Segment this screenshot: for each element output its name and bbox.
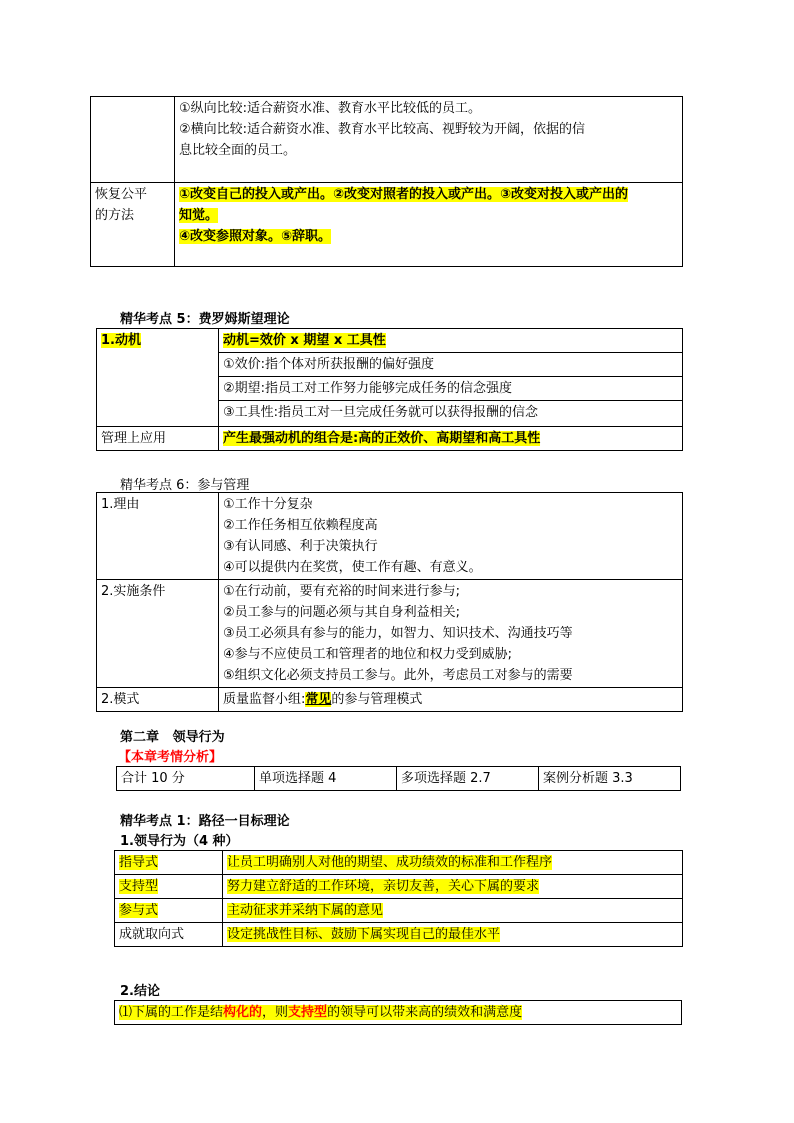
- conclusion-text: ⑴下属的工作是结构化的，则支持型的领导可以带来高的绩效和满意度: [115, 1001, 682, 1025]
- section-5-heading: 精华考点 5：费罗姆斯望理论: [120, 312, 290, 327]
- stat-multi-choice: 多项选择题 2.7: [397, 767, 539, 791]
- chapter-analysis-heading: 【本章考情分析】: [118, 750, 223, 765]
- style-name: 指导式: [115, 851, 223, 875]
- motive-label: 1.动机: [97, 329, 219, 427]
- style-name: 支持型: [115, 875, 223, 899]
- restore-equity-label: 恢复公平 的方法: [91, 183, 175, 267]
- condition-list: [219, 580, 683, 688]
- leadership-styles-table: [114, 850, 683, 947]
- mode-text: 质量监督小组:常见的参与管理模式: [219, 688, 683, 712]
- condition-item: ②员工参与的问题必须与其自身利益相关;: [223, 605, 461, 620]
- mode-emphasis: 常见: [305, 692, 332, 707]
- style-desc: 让员工明确别人对他的期望、成功绩效的标准和工作程序: [223, 851, 683, 875]
- leadership-behaviour-subheading: 1.领导行为（4 种）: [120, 834, 239, 849]
- path-goal-heading: 精华考点 1：路径一目标理论: [120, 814, 290, 829]
- condition-item: ⑤组织文化必须支持员工参与。此外，考虑员工对参与的需要: [223, 668, 573, 683]
- participation-table: [96, 492, 683, 712]
- stat-case-analysis: 案例分析题 3.3: [539, 767, 681, 791]
- management-text: 产生最强动机的组合是:高的正效价、高期望和高工具性: [219, 427, 683, 451]
- restore-equity-methods: ①改变自己的投入或产出。②改变对照者的投入或产出。③改变对投入或产出的 知觉。 ④改变参照对象。⑤辞职。: [175, 183, 683, 267]
- condition-item: ①在行动前，要有充裕的时间来进行参与;: [223, 584, 461, 599]
- chapter-title: 第二章 领导行为: [120, 730, 225, 745]
- style-desc: 设定挑战性目标、鼓励下属实现自己的最佳水平: [223, 923, 683, 947]
- equity-table: [90, 96, 683, 267]
- equity-row-label-empty: [91, 97, 175, 183]
- style-desc: 主动征求并采纳下属的意见: [223, 899, 683, 923]
- style-desc: 努力建立舒适的工作环境，亲切友善，关心下属的要求: [223, 875, 683, 899]
- reason-item: ②工作任务相互依赖程度高: [223, 518, 378, 533]
- valence-item: ①效价:指个体对所获报酬的偏好强度: [219, 353, 683, 377]
- condition-item: ③员工必须具有参与的能力，如智力、知识技术、沟通技巧等: [223, 626, 573, 641]
- motive-formula: 动机=效价 x 期望 x 工具性: [219, 329, 683, 353]
- instrumentality-item: ③工具性:指员工对一旦完成任务就可以获得报酬的信念: [219, 401, 683, 427]
- reason-list: [219, 493, 683, 580]
- condition-item: ④参与不应使员工和管理者的地位和权力受到威胁;: [223, 647, 513, 662]
- mode-label: 2.模式: [97, 688, 219, 712]
- stat-single-choice: 单项选择题 4: [255, 767, 397, 791]
- reason-label: 1.理由: [97, 493, 219, 580]
- reason-item: ③有认同感、利于决策执行: [223, 539, 378, 554]
- management-label: 管理上应用: [97, 427, 219, 451]
- conclusion-table: [114, 1000, 682, 1025]
- expectancy-item: ②期望:指员工对工作努力能够完成任务的信念强度: [219, 377, 683, 401]
- style-name: 参与式: [115, 899, 223, 923]
- reason-item: ①工作十分复杂: [223, 497, 313, 512]
- comparison-line: ①纵向比较:适合薪资水准、教育水平比较低的员工。: [179, 101, 482, 116]
- comparison-cell: [175, 97, 683, 183]
- comparison-line: ②横向比较:适合薪资水准、教育水平比较高、视野较为开阔，依据的信: [179, 122, 586, 137]
- comparison-line: 息比较全面的员工。: [179, 143, 297, 158]
- section-6-heading: 精华考点 6：参与管理: [120, 478, 250, 493]
- exam-stats-table: [116, 766, 681, 791]
- expectancy-table: [96, 328, 683, 451]
- condition-label: 2.实施条件: [97, 580, 219, 688]
- conclusion-subheading: 2.结论: [120, 984, 160, 999]
- stat-total: 合计 10 分: [117, 767, 255, 791]
- style-name: 成就取向式: [115, 923, 223, 947]
- reason-item: ④可以提供内在奖赏，使工作有趣、有意义。: [223, 560, 482, 575]
